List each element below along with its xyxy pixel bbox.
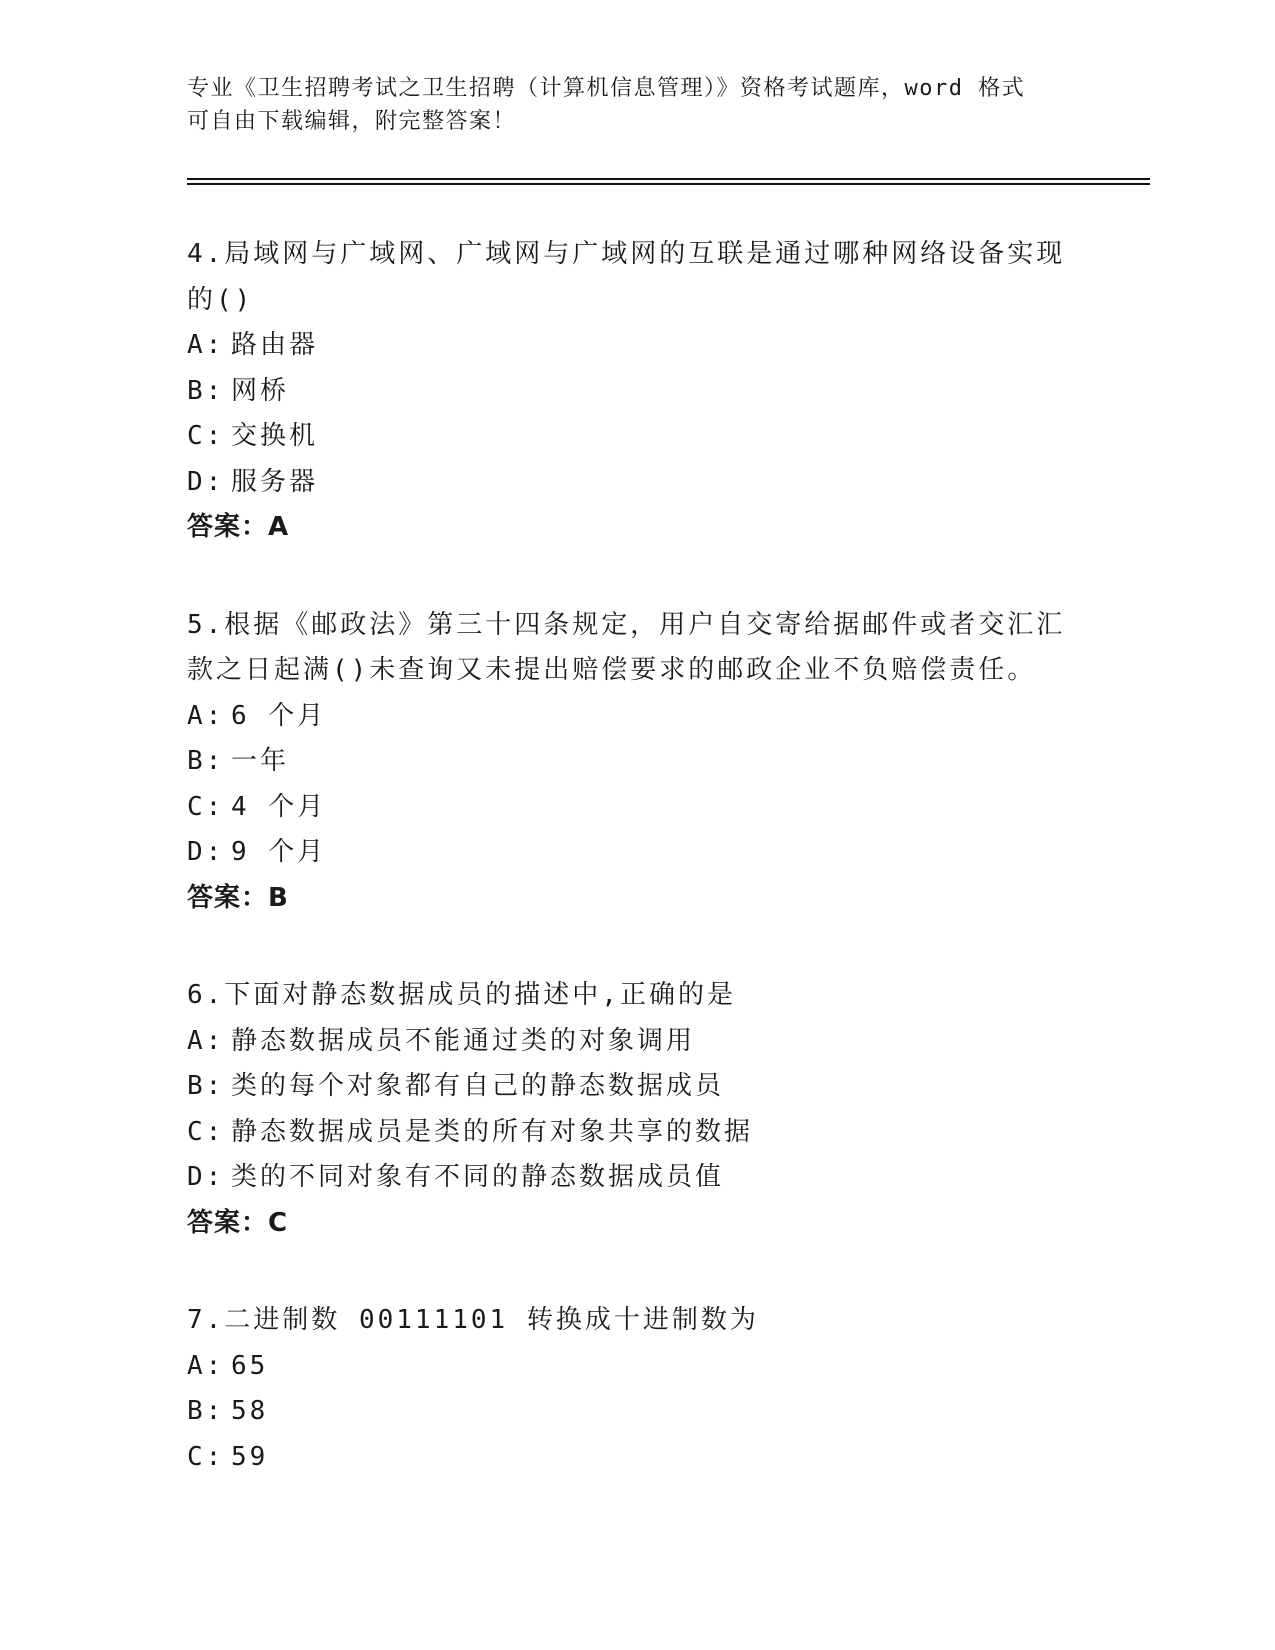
- answer-line: 答案：C: [187, 1207, 289, 1238]
- option-c: [187, 1435, 1087, 1481]
- option-text: 交换机: [231, 421, 319, 451]
- option-d: [187, 460, 1087, 506]
- option-b: [187, 369, 1087, 415]
- question-4: [187, 232, 1087, 551]
- option-label: C:: [187, 1441, 225, 1472]
- option-text: 类的不同对象有不同的静态数据成员值: [231, 1162, 725, 1192]
- question-stem: 4.局域网与广域网、广域网与广域网的互联是通过哪种网络设备实现: [187, 239, 1066, 269]
- option-text: 一年: [231, 746, 290, 776]
- question-7: [187, 1298, 1087, 1480]
- option-text: 58: [231, 1396, 269, 1426]
- option-text: 服务器: [231, 466, 319, 497]
- option-label: C:: [187, 421, 225, 451]
- option-label: B:: [187, 375, 225, 406]
- question-stem: 款之日起满()未查询又未提出赔偿要求的邮政企业不负赔偿责任。: [187, 655, 1037, 685]
- option-label: D:: [187, 466, 225, 497]
- option-label: C:: [187, 791, 225, 822]
- option-label: B:: [187, 746, 225, 776]
- option-a: [187, 694, 1087, 740]
- option-label: B:: [187, 1071, 225, 1101]
- option-d: [187, 1155, 1087, 1201]
- option-text: 静态数据成员是类的所有对象共享的数据: [231, 1116, 754, 1147]
- question-5: [187, 603, 1087, 922]
- header-line-1: 专业《卫生招聘考试之卫生招聘（计算机信息管理）》资格考试题库，word 格式: [187, 76, 1026, 101]
- option-b: [187, 1064, 1087, 1110]
- option-text: 类的每个对象都有自己的静态数据成员: [231, 1071, 725, 1101]
- header-line-2: 可自由下载编辑，附完整答案！: [187, 109, 517, 134]
- option-c: [187, 414, 1087, 460]
- question-stem: 的(): [187, 284, 254, 315]
- header-divider-top: [187, 178, 1150, 180]
- option-label: A:: [187, 700, 225, 731]
- option-label: D:: [187, 1162, 225, 1192]
- option-label: A:: [187, 1025, 225, 1056]
- option-a: [187, 323, 1087, 369]
- question-list: [187, 232, 1087, 1532]
- option-a: [187, 1344, 1087, 1390]
- option-label: B:: [187, 1396, 225, 1426]
- option-label: A:: [187, 1350, 225, 1381]
- option-text: 9 个月: [231, 837, 327, 867]
- question-stem: 7.二进制数 00111101 转换成十进制数为: [187, 1305, 759, 1335]
- answer-line: 答案：B: [187, 882, 289, 913]
- question-stem: 6.下面对静态数据成员的描述中,正确的是: [187, 980, 736, 1010]
- option-d: [187, 830, 1087, 876]
- option-b: [187, 739, 1087, 785]
- answer-line: 答案：A: [187, 512, 290, 542]
- document-header: [187, 72, 1067, 138]
- option-text: 65: [231, 1350, 269, 1381]
- option-label: D:: [187, 837, 225, 867]
- question-stem: 5.根据《邮政法》第三十四条规定，用户自交寄给据邮件或者交汇汇: [187, 609, 1066, 640]
- option-text: 59: [231, 1441, 269, 1472]
- option-text: 静态数据成员不能通过类的对象调用: [231, 1025, 696, 1056]
- header-divider-bottom: [187, 183, 1150, 185]
- option-text: 网桥: [231, 375, 290, 406]
- option-b: [187, 1389, 1087, 1435]
- option-a: [187, 1019, 1087, 1065]
- option-label: A:: [187, 330, 225, 360]
- option-c: [187, 1110, 1087, 1156]
- option-label: C:: [187, 1116, 225, 1147]
- question-6: [187, 973, 1087, 1246]
- option-text: 6 个月: [231, 700, 327, 731]
- option-c: [187, 785, 1087, 831]
- option-text: 4 个月: [231, 791, 327, 822]
- option-text: 路由器: [231, 330, 319, 360]
